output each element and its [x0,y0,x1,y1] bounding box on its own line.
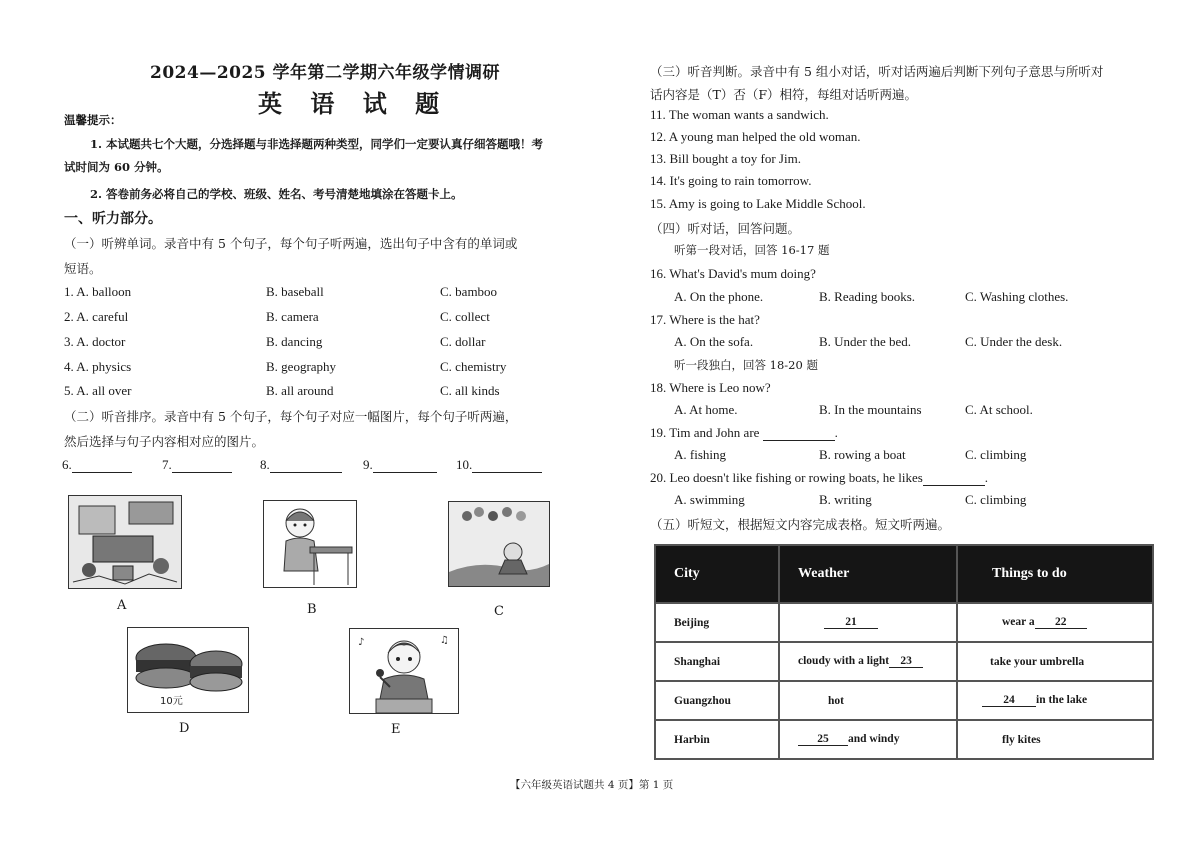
part4-sub1: 听第一段对话，回答 16-17 题 [674,243,830,257]
weather-table [654,544,1154,760]
tips-line-1b: 试时间为 60 分钟。 [64,160,169,174]
q13: 13. Bill bought a toy for Jim. [650,151,801,166]
q20-option-b: B. writing [819,492,872,507]
exam-title: 2024—2025 学年第二学期六年级学情调研 [150,63,501,83]
picture-e-label: E [391,722,401,737]
q18: 18. Where is Leo now? [650,380,771,395]
q4-option-b: B. geography [266,359,337,374]
answer-blank-25[interactable]: 25 [798,733,848,746]
tips-line-2: 2. 答卷前务必将自己的学校、班级、姓名、考号清楚地填涂在答题卡上。 [90,187,463,201]
q2-option-b: B. camera [266,309,319,324]
tips-line-1: 1. 本试题共七个大题，分选择题与非选择题两种类型，同学们一定要认真仔细答题哦！考 [90,137,544,151]
part2-instruction-2: 然后选择与句子内容相对应的图片。 [64,434,265,449]
answer-blank-9[interactable]: 9. [363,457,437,473]
answer-blank-23[interactable]: 23 [889,655,923,668]
q16-option-b: B. Reading books. [819,289,916,304]
weather-cell: cloudy with a light 23 [779,642,957,681]
todo-cell: 24 in the lake [957,681,1153,720]
q17-option-a: A. On the sofa. [674,334,754,349]
picture-b-label: B [307,602,317,617]
q19: 19. Tim and John are . [650,425,838,440]
svg-text:♪: ♪ [358,637,365,648]
city-cell: Guangzhou [655,681,779,720]
answer-blank-24[interactable]: 24 [982,694,1036,707]
weather-cell: 25 and windy [779,720,957,759]
q16: 16. What's David's mum doing? [650,266,816,281]
answer-blank-10[interactable]: 10. [456,457,542,473]
picture-a-messy-room [68,495,182,589]
col-todo-header: Things to do [957,545,1153,603]
q18-option-c: C. At school. [965,402,1033,417]
picture-b-girl-at-desk [263,500,357,588]
weather-cell: hot [779,681,957,720]
tips-label: 温馨提示： [64,113,122,127]
q19-option-a: A. fishing [674,447,726,462]
city-cell: Beijing [655,603,779,642]
picture-c-label: C [494,604,504,619]
q5-option-c: C. all kinds [440,383,500,398]
todo-cell: take your umbrella [957,642,1153,681]
q5-option-a: 5. A. all over [64,383,132,398]
picture-d-label: D [179,721,190,736]
city-cell: Harbin [655,720,779,759]
table-row [655,720,1153,759]
q4-option-a: 4. A. physics [64,359,132,374]
answer-blank-22[interactable]: 22 [1035,616,1087,629]
q19-option-c: C. climbing [965,447,1027,462]
q2-option-a: 2. A. careful [64,309,129,324]
answer-blank-21[interactable]: 21 [824,616,878,629]
q16-option-c: C. Washing clothes. [965,289,1069,304]
table-row [655,603,1153,642]
todo-cell: fly kites [957,720,1153,759]
exam-subtitle: 英 语 试 题 [258,89,450,118]
part4-sub2: 听一段独白，回答 18-20 题 [674,358,818,372]
col-weather-header: Weather [779,545,957,603]
answer-blank-8[interactable]: 8. [260,457,342,473]
picture-e-boy-singing [349,628,459,714]
part2-instruction-1: （二）听音排序。录音中有 5 个句子，每个句子对应一幅图片，每个句子听两遍， [64,409,518,424]
section-listening-heading: 一、听力部分。 [64,211,162,227]
answer-blank-7[interactable]: 7. [162,457,232,473]
q2-option-c: C. collect [440,309,490,324]
weather-cell [779,603,957,642]
q1-option-a: 1. A. balloon [64,284,132,299]
q16-option-a: A. On the phone. [674,289,764,304]
part1-instruction-1: （一）听辨单词。录音中有 5 个句子，每个句子听两遍，选出句子中含有的单词或 [64,236,518,251]
todo-cell: wear a 22 [957,603,1153,642]
part1-instruction-2: 短语。 [64,261,102,276]
col-city-header: City [655,545,779,603]
q20-blank[interactable] [923,472,985,486]
weather-table-header-row [655,545,1153,603]
q3-option-c: C. dollar [440,334,486,349]
q20: 20. Leo doesn't like fishing or rowing boats, he likes . [650,470,989,485]
q1-option-c: C. bamboo [440,284,498,299]
q19-option-b: B. rowing a boat [819,447,906,462]
q15: 15. Amy is going to Lake Middle School. [650,196,866,211]
q1-option-b: B. baseball [266,284,324,299]
part4-heading: （四）听对话，回答问题。 [650,221,801,236]
svg-text:♫: ♫ [440,635,449,646]
q11: 11. The woman wants a sandwich. [650,107,829,122]
q19-blank[interactable] [763,427,835,441]
picture-d-hamburger [127,627,249,713]
q18-option-b: B. In the mountains [819,402,922,417]
q18-option-a: A. At home. [674,402,738,417]
q17-option-c: C. Under the desk. [965,334,1063,349]
picture-a-label: A [117,598,127,613]
table-row [655,681,1153,720]
q20-option-a: A. swimming [674,492,745,507]
q14: 14. It's going to rain tomorrow. [650,173,812,188]
part3-instruction-1: （三）听音判断。录音中有 5 组小对话，听对话两遍后判断下列句子意思与所听对 [650,64,1104,79]
q17: 17. Where is the hat? [650,312,760,327]
q17-option-b: B. Under the bed. [819,334,912,349]
city-cell: Shanghai [655,642,779,681]
q3-option-a: 3. A. doctor [64,334,126,349]
part5-heading: （五）听短文，根据短文内容完成表格。短文听两遍。 [650,517,951,532]
q12: 12. A young man helped the old woman. [650,129,861,144]
q4-option-c: C. chemistry [440,359,507,374]
picture-c-boy-with-balloons [448,501,550,587]
answer-blank-6[interactable]: 6. [62,457,132,473]
q3-option-b: B. dancing [266,334,323,349]
table-row [655,642,1153,681]
page-footer: 【六年级英语试题共 4 页】第 1 页 [510,779,674,791]
q20-option-c: C. climbing [965,492,1027,507]
price-tag: 10元 [160,696,183,707]
q5-option-b: B. all around [266,383,334,398]
part3-instruction-2: 话内容是（T）否（F）相符，每组对话听两遍。 [650,87,918,102]
